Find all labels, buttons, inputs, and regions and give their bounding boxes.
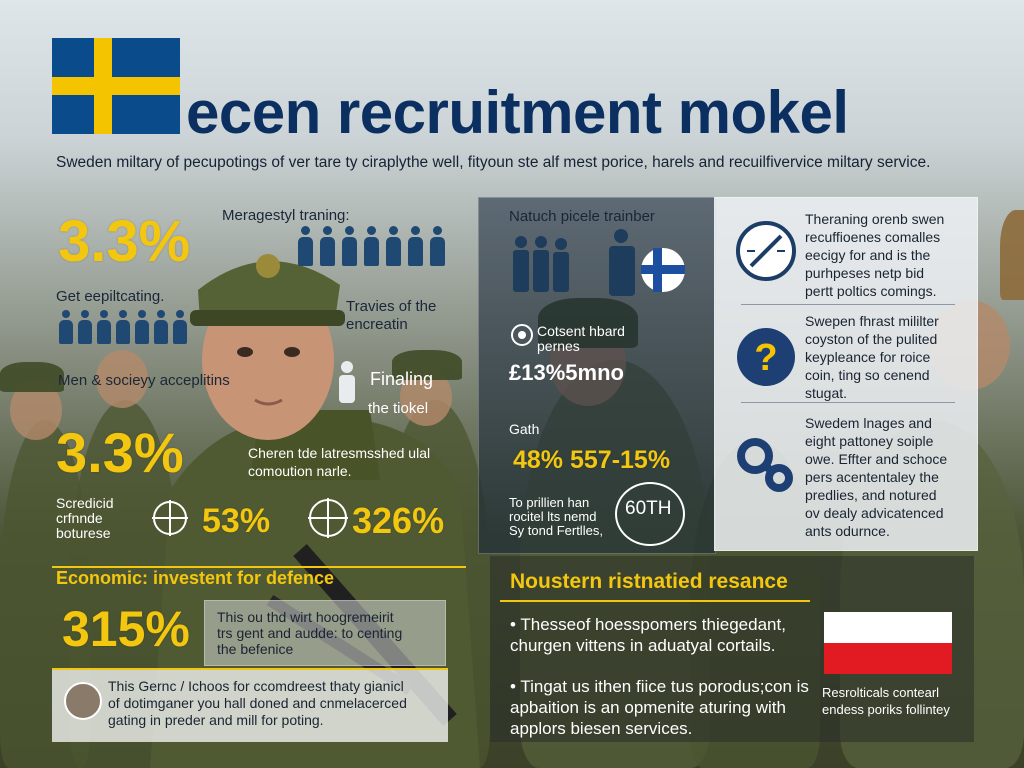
- panel-heading: Natuch picele trainber: [509, 208, 655, 225]
- economic-title: Economic: investent for defence: [56, 568, 335, 588]
- compass-icon: [735, 220, 797, 282]
- resilience-title: Noustern ristnatied resance: [510, 570, 788, 593]
- soldiers-group-icon: [509, 232, 573, 296]
- label-gath: Gath: [509, 421, 540, 437]
- badge-text: 60TH: [625, 498, 672, 519]
- info-block-1: Theraning orenb swen recuffioenes comalles eecigy for and is the purhpeses netp bid pertt poltics comings.: [805, 211, 945, 299]
- note-text: To prillien han rocitel lts nemd Sy tond Fertlles,: [509, 495, 603, 538]
- page-title: ecen recruitment mokel: [186, 79, 849, 146]
- money-value: £13%5mno: [509, 360, 624, 385]
- crosshair-icon: [150, 498, 190, 538]
- stat-percent-2: 3.3%: [56, 421, 184, 484]
- economic-bottom-text: This Gernc / Ichoos for ccomdreest thaty gianicl of dotimganer you hall doned and cnmelacerced gating in preder and mill for poting.: [108, 678, 407, 728]
- resilience-bullet-2: • Tingat us ithen fiice tus porodus;con is apbaition is an opmenite aturing with applors biesen services.: [510, 677, 809, 738]
- person-icon: [384, 226, 403, 266]
- person-icon: [318, 226, 337, 266]
- label-men: Men & socieyy acceplitins: [58, 372, 230, 389]
- economic-bottom-box: [52, 670, 448, 742]
- resilience-bullet-1: • Thesseof hoesspomers thiegedant, churgen vittens in aduatyal cortails.: [510, 615, 786, 655]
- person-icon: [153, 310, 169, 344]
- sweden-flag: [52, 38, 180, 134]
- stat-percent-3: 53%: [202, 502, 271, 540]
- person-icon: [340, 226, 359, 266]
- label-scredicd: Scredicid crfnnde boturese: [56, 495, 114, 541]
- stat-percent-1: 3.3%: [58, 209, 191, 274]
- person-icon: [428, 226, 447, 266]
- person-outline-icon: [336, 360, 358, 404]
- people-icons-row-2: [58, 310, 188, 344]
- page-subtitle: Sweden miltary of pecupotings of ver tare ty ciraplythe well, fityoun ste alf mest porice, harels and recuilfivervice miltary service.: [56, 154, 931, 171]
- question-icon: [735, 326, 797, 388]
- person-icon: [96, 310, 112, 344]
- info-panel: [714, 197, 978, 551]
- svg-text:?: ?: [754, 337, 778, 379]
- person-icon: [77, 310, 93, 344]
- resilience-caption: Resrolticals contearl endess poriks follintey: [822, 685, 950, 717]
- medal-icon: [509, 322, 535, 348]
- label-training: Meragestyl traning:: [222, 207, 350, 224]
- label-chern: Cheren tde latresmsshed ulal comoution narle.: [248, 445, 431, 479]
- tools-icon: [735, 436, 797, 498]
- person-icon: [406, 226, 425, 266]
- label-model: the tiokel: [368, 400, 429, 417]
- person-icon: [115, 310, 131, 344]
- poland-flag: [824, 612, 952, 674]
- economic-stat: 315%: [62, 601, 190, 657]
- person-icon: [296, 226, 315, 266]
- stat-percent-4: 326%: [352, 500, 445, 541]
- person-icon: [172, 310, 188, 344]
- resilience-divider: [500, 600, 810, 602]
- label-finaling: Finaling: [370, 369, 434, 389]
- person-icon: [362, 226, 381, 266]
- info-block-3: Swedem lnages and eight pattoney soiple owe. Effter and schoce pers acententaley the predlies, and notured ov dealy advicatenced ants odurnce.: [805, 415, 948, 539]
- person-icon: [134, 310, 150, 344]
- economic-box-text: This ou thd wirt hoogremeirit trs gent and audde: to centing the befenice: [217, 609, 403, 657]
- avatar: [64, 682, 102, 720]
- people-icons-row-1: [296, 226, 447, 266]
- training-panel: [478, 197, 716, 554]
- person-icon: [58, 310, 74, 344]
- label-travies: Travies of the encreatin: [346, 298, 437, 333]
- soldier-with-finland-flag-icon: [599, 226, 689, 300]
- range-value: 48% 557-15%: [513, 446, 671, 474]
- label-get: Get eepiltcating.: [56, 288, 165, 305]
- item-cotsent: Cotsent hbard pernes: [537, 323, 625, 354]
- economic-box: [204, 600, 446, 666]
- target-icon: [306, 496, 350, 540]
- resilience-section: [490, 556, 974, 742]
- info-block-2: Swepen fhrast mililter coyston of the pulited keypleance for roice coin, ting so cenend stugat.: [805, 313, 939, 401]
